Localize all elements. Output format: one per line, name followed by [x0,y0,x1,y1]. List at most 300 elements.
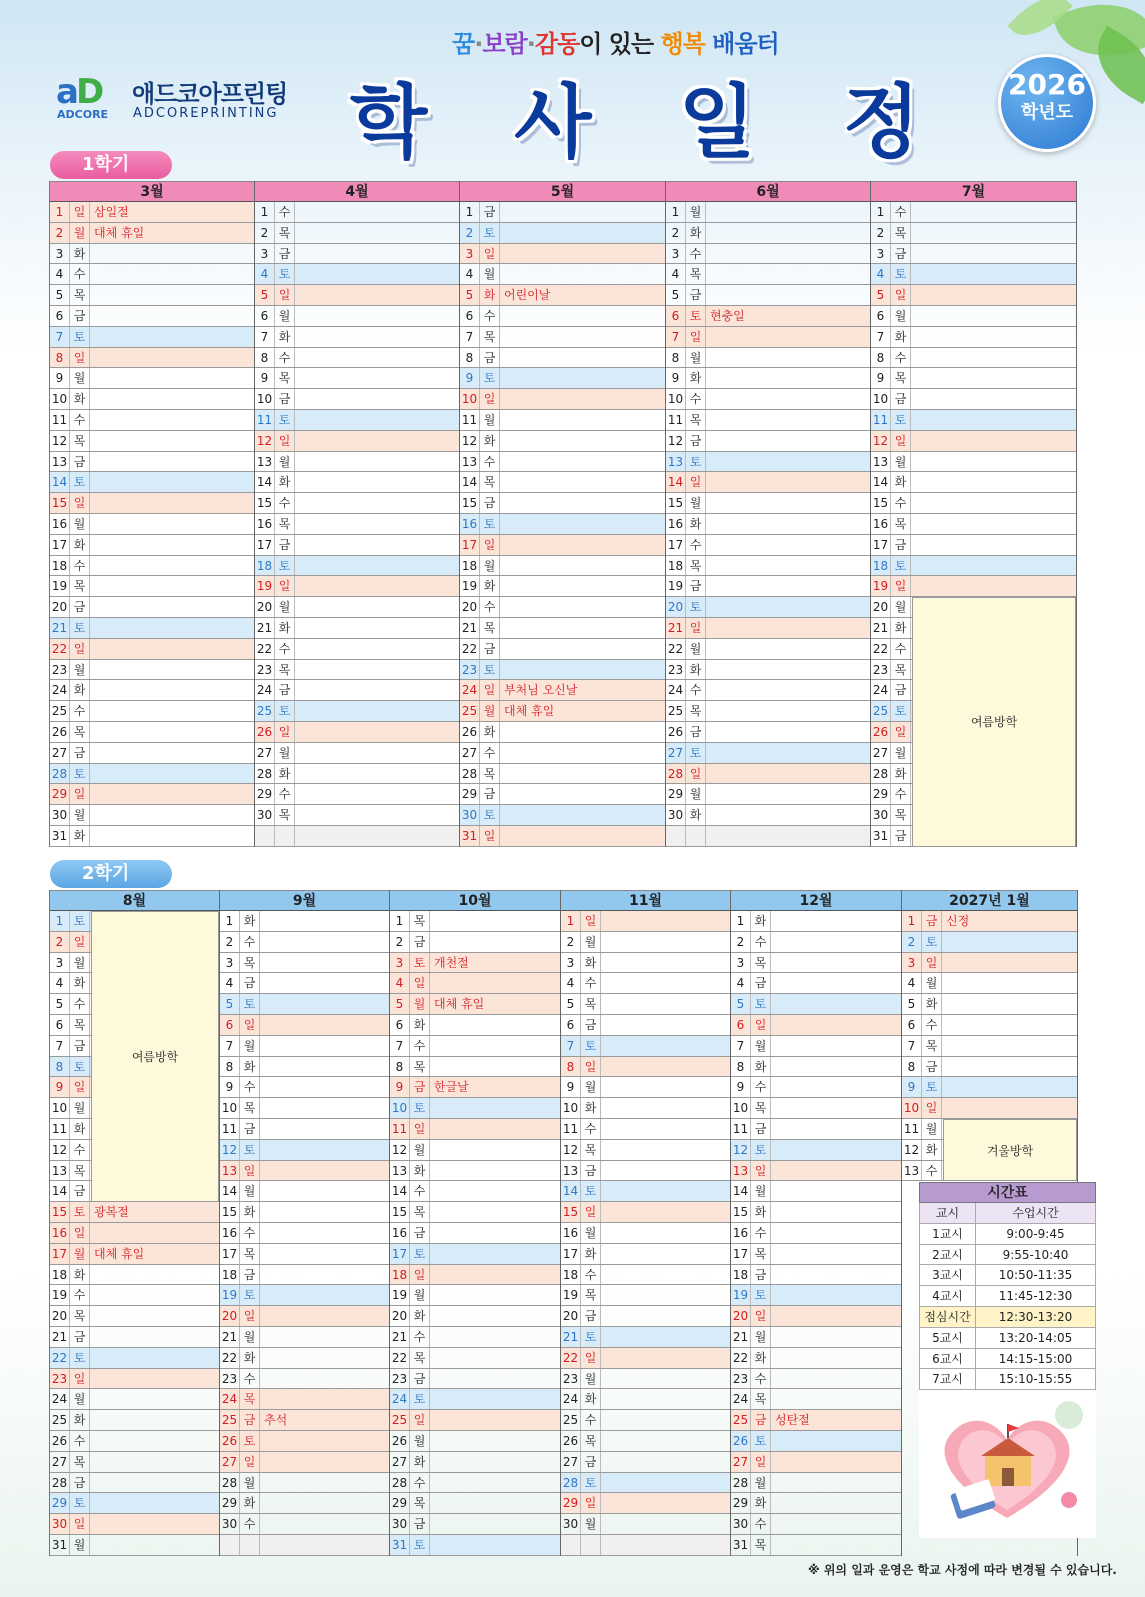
timetable-period: 6교시 [920,1349,976,1369]
day-row [561,1493,730,1514]
day-number: 21 [666,618,686,638]
day-number: 26 [220,1431,240,1451]
weekday: 월 [275,597,295,617]
day-event [771,1493,901,1513]
day-event [771,1473,901,1493]
weekday: 금 [410,1369,430,1389]
day-row [50,1452,219,1473]
day-number: 28 [50,1473,70,1493]
day-event [500,784,665,804]
day-row [902,1057,1077,1078]
weekday: 목 [240,1389,260,1409]
day-row [460,764,665,785]
day-number: 24 [731,1389,751,1409]
day-row [460,306,665,327]
day-number: 11 [902,1119,922,1139]
year-badge [998,54,1096,152]
day-row [561,1098,730,1119]
weekday: 월 [686,639,706,659]
day-number: 5 [871,285,891,305]
day-number: 28 [220,1473,240,1493]
day-event [771,1369,901,1389]
timetable-header-period: 교시 [920,1203,976,1223]
weekday: 일 [410,1410,430,1430]
weekday: 목 [480,764,500,784]
day-event: 신정 [946,914,970,928]
day-row [220,1181,389,1202]
day-row [255,680,459,701]
day-row [871,348,1076,369]
day-event [90,1410,219,1430]
day-number: 22 [220,1348,240,1368]
day-number: 27 [731,1452,751,1472]
day-event [706,764,870,784]
day-row [871,576,1076,597]
weekday: 일 [891,722,911,742]
weekday: 월 [70,368,90,388]
day-number: 15 [255,493,275,513]
weekday: 수 [686,680,706,700]
day-row [50,264,254,285]
weekday: 수 [275,784,295,804]
day-event: 대체 휴일 [94,1246,145,1261]
day-number: 26 [460,722,480,742]
day-number: 3 [871,244,891,264]
day-number: 24 [390,1389,410,1409]
weekday: 토 [70,618,90,638]
weekday: 화 [891,472,911,492]
day-event [500,410,665,430]
day-row [50,410,254,431]
weekday: 화 [70,1265,90,1285]
timetable-title: 시간표 [919,1182,1096,1203]
day-number: 9 [561,1077,581,1097]
day-number: 15 [220,1202,240,1222]
weekday: 수 [891,493,911,513]
day-number: 17 [50,1244,70,1264]
day-row [390,994,560,1015]
day-number: 31 [390,1535,410,1555]
day-row [50,826,254,847]
month-column [561,890,731,1556]
day-event [500,618,665,638]
day-event [706,514,870,534]
day-number: 24 [50,1389,70,1409]
weekday: 월 [891,597,911,617]
day-event [90,244,254,264]
slogan-part: 배움터 [704,30,779,58]
day-row [390,1431,560,1452]
month-header: 7월 [871,181,1076,202]
day-row [50,1431,219,1452]
day-number: 10 [50,1098,70,1118]
day-event [500,743,665,763]
day-number: 15 [871,493,891,513]
day-row [731,1140,901,1161]
day-event [601,1431,730,1451]
day-number: 25 [255,701,275,721]
weekday: 토 [480,223,500,243]
day-row [460,264,665,285]
day-event [295,493,459,513]
day-event [260,911,389,931]
weekday: 화 [891,618,911,638]
day-number: 17 [731,1244,751,1264]
month-column [731,890,902,1556]
weekday: 금 [70,1473,90,1493]
day-row [731,1285,901,1306]
weekday: 토 [581,1327,601,1347]
day-number: 23 [561,1369,581,1389]
weekday: 화 [581,953,601,973]
weekday: 일 [275,431,295,451]
day-number: 9 [902,1077,922,1097]
day-number: 10 [666,389,686,409]
day-row [255,660,459,681]
weekday: 금 [70,1036,90,1056]
day-event [771,1161,901,1181]
day-row [220,1348,389,1369]
timetable-row [919,1328,1096,1349]
day-number: 7 [460,327,480,347]
day-row [390,953,560,974]
weekday: 수 [70,410,90,430]
day-row [666,556,870,577]
day-number: 5 [50,994,70,1014]
brand-name-en: ADCOREPRINTING [133,106,279,121]
day-event [771,1285,901,1305]
day-number: 27 [460,743,480,763]
weekday: 토 [275,556,295,576]
day-event [295,743,459,763]
day-row [390,1306,560,1327]
day-event [500,660,665,680]
day-number: 31 [871,826,891,846]
day-number: 18 [871,556,891,576]
weekday: 토 [70,1348,90,1368]
weekday: 수 [275,202,295,222]
day-number: 31 [460,826,480,846]
day-number: 18 [731,1265,751,1285]
day-number: 27 [255,743,275,763]
logo-sub: ADCORE [57,108,109,121]
weekday: 금 [686,285,706,305]
day-event [260,1036,389,1056]
day-row [220,1057,389,1078]
day-number: 11 [390,1119,410,1139]
weekday: 수 [70,994,90,1014]
day-event: 대체 휴일 [504,704,555,719]
weekday: 수 [240,1223,260,1243]
weekday: 화 [70,826,90,846]
weekday: 목 [275,368,295,388]
weekday: 금 [480,784,500,804]
day-row [731,1514,901,1535]
weekday: 월 [275,743,295,763]
weekday: 수 [70,701,90,721]
timetable-period: 4교시 [920,1286,976,1306]
day-event [260,1265,389,1285]
day-number: 19 [255,576,275,596]
day-row [460,202,665,223]
day-event [771,1265,901,1285]
day-row [731,1431,901,1452]
day-event [260,1452,389,1472]
day-row [731,994,901,1015]
day-event [295,576,459,596]
day-row [561,1514,730,1535]
day-event [911,244,1076,264]
day-row [220,1202,389,1223]
weekday: 화 [922,994,942,1014]
day-event [295,202,459,222]
day-row [731,1244,901,1265]
day-number: 9 [666,368,686,388]
weekday: 목 [891,805,911,825]
day-number: 12 [50,1140,70,1160]
day-number: 29 [255,784,275,804]
day-number: 3 [220,953,240,973]
weekday: 화 [480,431,500,451]
weekday: 금 [891,680,911,700]
day-number: 16 [731,1223,751,1243]
day-event [295,535,459,555]
weekday: 일 [480,826,500,846]
weekday: 토 [410,1244,430,1264]
day-number: 18 [561,1265,581,1285]
day-row [390,1452,560,1473]
weekday: 월 [275,306,295,326]
day-number: 2 [50,932,70,952]
day-number: 23 [390,1369,410,1389]
day-event [601,1389,730,1409]
weekday: 화 [410,1015,430,1035]
day-number: 20 [220,1306,240,1326]
day-number: 18 [50,556,70,576]
day-row [666,805,870,826]
day-event [90,639,254,659]
day-number: 8 [50,348,70,368]
day-row [390,932,560,953]
weekday: 화 [70,680,90,700]
day-event [430,1348,560,1368]
day-row [255,743,459,764]
day-event [706,452,870,472]
day-row [220,1098,389,1119]
day-event [942,1036,1077,1056]
day-row [460,576,665,597]
weekday: 수 [891,202,911,222]
month-column [666,181,871,847]
weekday: 금 [70,306,90,326]
day-number: 14 [871,472,891,492]
day-row [220,1265,389,1286]
day-event [260,1119,389,1139]
day-event [601,1410,730,1430]
weekday: 목 [410,1493,430,1513]
weekday: 월 [686,784,706,804]
weekday: 금 [275,535,295,555]
weekday: 일 [891,576,911,596]
day-row [255,514,459,535]
day-number: 16 [871,514,891,534]
day-number: 30 [460,805,480,825]
weekday: 목 [480,327,500,347]
day-event [500,452,665,472]
day-number: 6 [255,306,275,326]
day-number: 20 [460,597,480,617]
day-event [500,826,665,846]
day-row [460,223,665,244]
day-number: 2 [561,932,581,952]
weekday: 수 [922,1015,942,1035]
day-row [871,410,1076,431]
weekday: 목 [480,472,500,492]
day-row [902,1077,1077,1098]
day-row [50,1202,219,1223]
day-event [295,327,459,347]
day-event [295,618,459,638]
day-event [90,1265,219,1285]
day-number: 12 [50,431,70,451]
day-number: 8 [871,348,891,368]
day-event [90,1327,219,1347]
day-number: 2 [220,932,240,952]
day-row [50,1327,219,1348]
day-number: 6 [390,1015,410,1035]
day-row [255,764,459,785]
day-number: 10 [731,1098,751,1118]
day-event [911,535,1076,555]
day-number: 6 [220,1015,240,1035]
day-row [731,1369,901,1390]
day-event [706,264,870,284]
weekday: 일 [70,493,90,513]
day-row [666,680,870,701]
day-number: 16 [390,1223,410,1243]
weekday: 일 [686,618,706,638]
day-row [561,1057,730,1078]
day-event [771,1202,901,1222]
day-event [706,576,870,596]
weekday: 금 [410,1223,430,1243]
weekday: 토 [686,743,706,763]
weekday: 월 [70,1244,90,1264]
day-number: 3 [50,244,70,264]
day-event [601,932,730,952]
day-row [460,597,665,618]
day-row [561,1285,730,1306]
day-number: 31 [50,1535,70,1555]
timetable-period: 2교시 [920,1245,976,1265]
day-row [561,1161,730,1182]
weekday: 화 [751,1202,771,1222]
day-row [255,244,459,265]
day-event [260,1306,389,1326]
day-number: 24 [871,680,891,700]
day-row [460,535,665,556]
weekday: 화 [686,223,706,243]
day-row [460,327,665,348]
weekday: 목 [70,431,90,451]
day-event [260,1223,389,1243]
day-number: 21 [255,618,275,638]
day-row [666,535,870,556]
day-number: 13 [390,1161,410,1181]
day-number: 7 [220,1036,240,1056]
weekday: 월 [70,805,90,825]
weekday: 토 [891,410,911,430]
timetable [919,1182,1096,1390]
day-event [771,1223,901,1243]
weekday: 화 [275,327,295,347]
day-number: 1 [902,911,922,931]
day-row [731,1535,901,1556]
weekday: 수 [275,348,295,368]
day-event: 부처님 오신날 [504,683,578,698]
day-number: 28 [871,764,891,784]
day-row [390,1057,560,1078]
day-event [500,639,665,659]
weekday: 월 [240,1327,260,1347]
day-row [460,701,665,722]
weekday: 화 [70,535,90,555]
day-number: 3 [255,244,275,264]
weekday: 월 [480,556,500,576]
timetable-row [919,1224,1096,1245]
day-row [731,1348,901,1369]
day-row [255,618,459,639]
day-event [295,368,459,388]
day-number: 23 [255,660,275,680]
day-event [500,348,665,368]
day-event [90,306,254,326]
day-row [561,1119,730,1140]
day-event [295,285,459,305]
day-row [255,452,459,473]
day-number: 16 [561,1223,581,1243]
weekday: 일 [686,327,706,347]
day-row [50,639,254,660]
weekday: 일 [70,1514,90,1534]
day-event [430,1202,560,1222]
weekday: 화 [240,1202,260,1222]
day-row [902,1098,1077,1119]
day-row [666,618,870,639]
weekday: 토 [581,1036,601,1056]
day-number: 7 [871,327,891,347]
day-number: 2 [902,932,922,952]
weekday: 일 [891,285,911,305]
day-row [460,826,665,847]
day-event [295,514,459,534]
day-event [260,953,389,973]
day-row [666,348,870,369]
day-event [942,973,1077,993]
day-event [500,493,665,513]
day-row [50,1389,219,1410]
day-number: 26 [666,722,686,742]
day-row [871,389,1076,410]
day-number: 21 [50,618,70,638]
day-event [260,1140,389,1160]
day-row [666,514,870,535]
weekday: 일 [581,1202,601,1222]
day-number: 14 [460,472,480,492]
day-event [706,244,870,264]
weekday: 일 [240,1306,260,1326]
day-row [731,1473,901,1494]
